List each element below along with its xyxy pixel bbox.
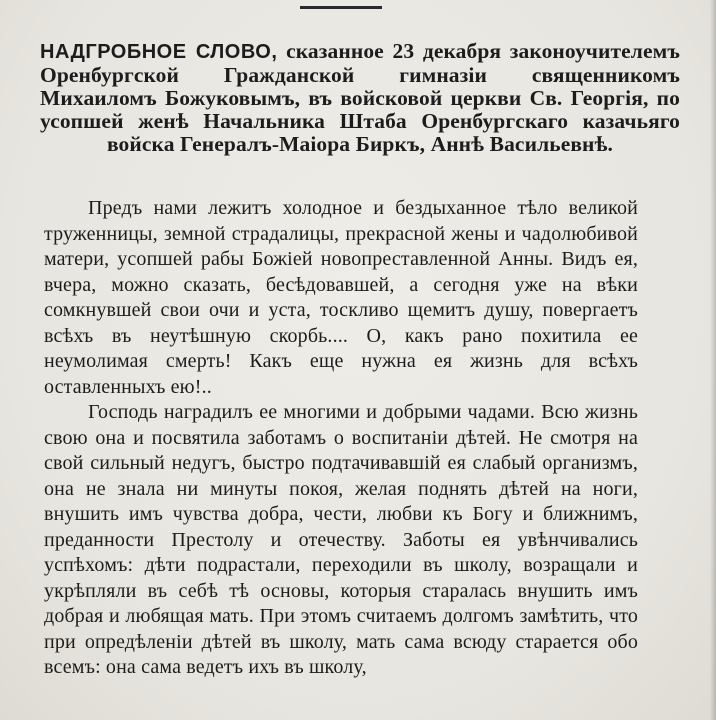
- header-rule: [300, 6, 382, 9]
- article-body: [44, 196, 638, 681]
- paragraph-2: Господь наградилъ ее многими и добрыми чадами. Всю жизнь свою она и посвятила заботамъ о воспитаніи дѣтей. Не смотря на свой сильный недугъ, быстро подтачивавшій ея слабый организмъ, она не знала ни минуты покоя, желая поднять дѣтей на ноги, внушить имъ чувства добра, чести, любви къ Богу и ближнимъ, преданности Престолу и отечеству. Заботы ея увѣнчивались успѣхомъ: дѣти подрастали, переходили въ школу, возращали и укрѣпляли въ себѣ тѣ основы, которыя старалась внушить имъ добрая и любящая мать. При этомъ считаемъ долгомъ замѣтить, что при опредѣленіи дѣтей въ школу, мать сама всюду старается обо всемъ: она сама ведетъ ихъ въ школу,: [44, 401, 638, 678]
- page-edge-shadow: [710, 0, 716, 720]
- article-heading: [40, 40, 680, 156]
- heading-rest: сказанное 23 декабря законоучителемъ Оренбургской Гражданской гимназіи священникомъ Михаиломъ Божуковымъ, въ войсковой церкви Св. Георгія, по усопшей женѣ Начальника Штаба Оренбургскаго казачьяго войска Генералъ-Маіора Биркъ, Аннѣ Васильевнѣ.: [40, 39, 680, 156]
- heading-lead: НАДГРОБНОЕ СЛОВО,: [40, 41, 278, 63]
- paragraph-1: Предъ нами лежитъ холодное и бездыханное тѣло великой труженницы, земной страдалицы, прекрасной жены и чадолюбивой матери, усопшей рабы Божіей новопреставленной Анны. Видъ ея, вчера, можно сказать, бесѣдовавшей, а сегодня уже на вѣки сомкнувшей свои очи и уста, тоскливо щемитъ душу, повергаетъ всѣхъ въ неутѣшную скорбь.... О, какъ рано похитила ее неумолимая смерть! Какъ еще нужна ея жизнь для всѣхъ оставленныхъ ею!..: [44, 197, 638, 398]
